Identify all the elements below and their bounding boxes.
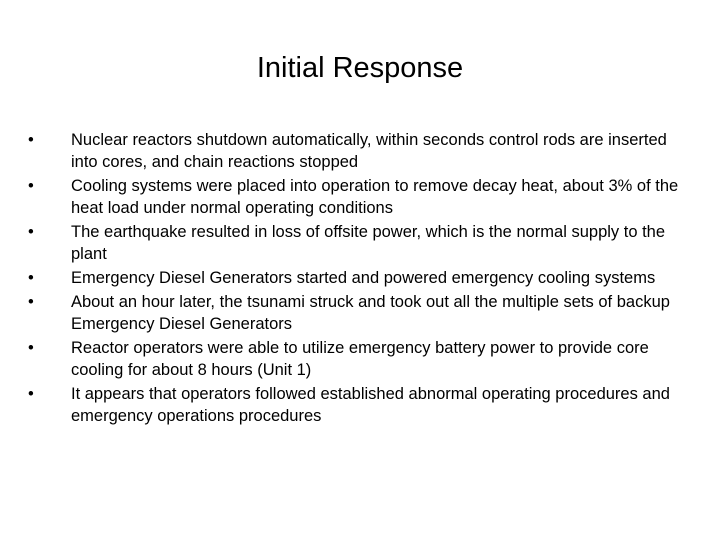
bullet-text: Cooling systems were placed into operation to remove decay heat, about 3% of the heat load under normal operating conditions: [71, 177, 679, 217]
bullet-text: Reactor operators were able to utilize emergency battery power to provide core cooling for about 8 hours (Unit 1): [71, 339, 649, 379]
bullet-text: It appears that operators followed established abnormal operating procedures and emergency operations procedures: [71, 385, 670, 425]
bullet-icon: •: [28, 385, 34, 403]
bullet-text: The earthquake resulted in loss of offsite power, which is the normal supply to the plant: [71, 223, 666, 263]
bullet-list: [28, 129, 688, 429]
bullet-icon: •: [28, 223, 34, 241]
bullet-icon: •: [28, 131, 34, 149]
bullet-text: About an hour later, the tsunami struck and took out all the multiple sets of backup Emergency Diesel Generators: [71, 293, 670, 333]
bullet-text: Emergency Diesel Generators started and powered emergency cooling systems: [71, 269, 656, 287]
bullet-icon: •: [28, 177, 34, 195]
list-item: [28, 175, 688, 219]
bullet-icon: •: [28, 339, 34, 357]
list-item: [28, 337, 688, 381]
list-item: [28, 267, 688, 289]
bullet-icon: •: [28, 293, 34, 311]
list-item: [28, 129, 688, 173]
bullet-text: Nuclear reactors shutdown automatically, within seconds control rods are inserted into cores, and chain reactions stopped: [71, 131, 667, 171]
slide-title: Initial Response: [256, 52, 464, 84]
list-item: [28, 221, 688, 265]
list-item: [28, 291, 688, 335]
list-item: [28, 383, 688, 427]
bullet-icon: •: [28, 269, 34, 287]
